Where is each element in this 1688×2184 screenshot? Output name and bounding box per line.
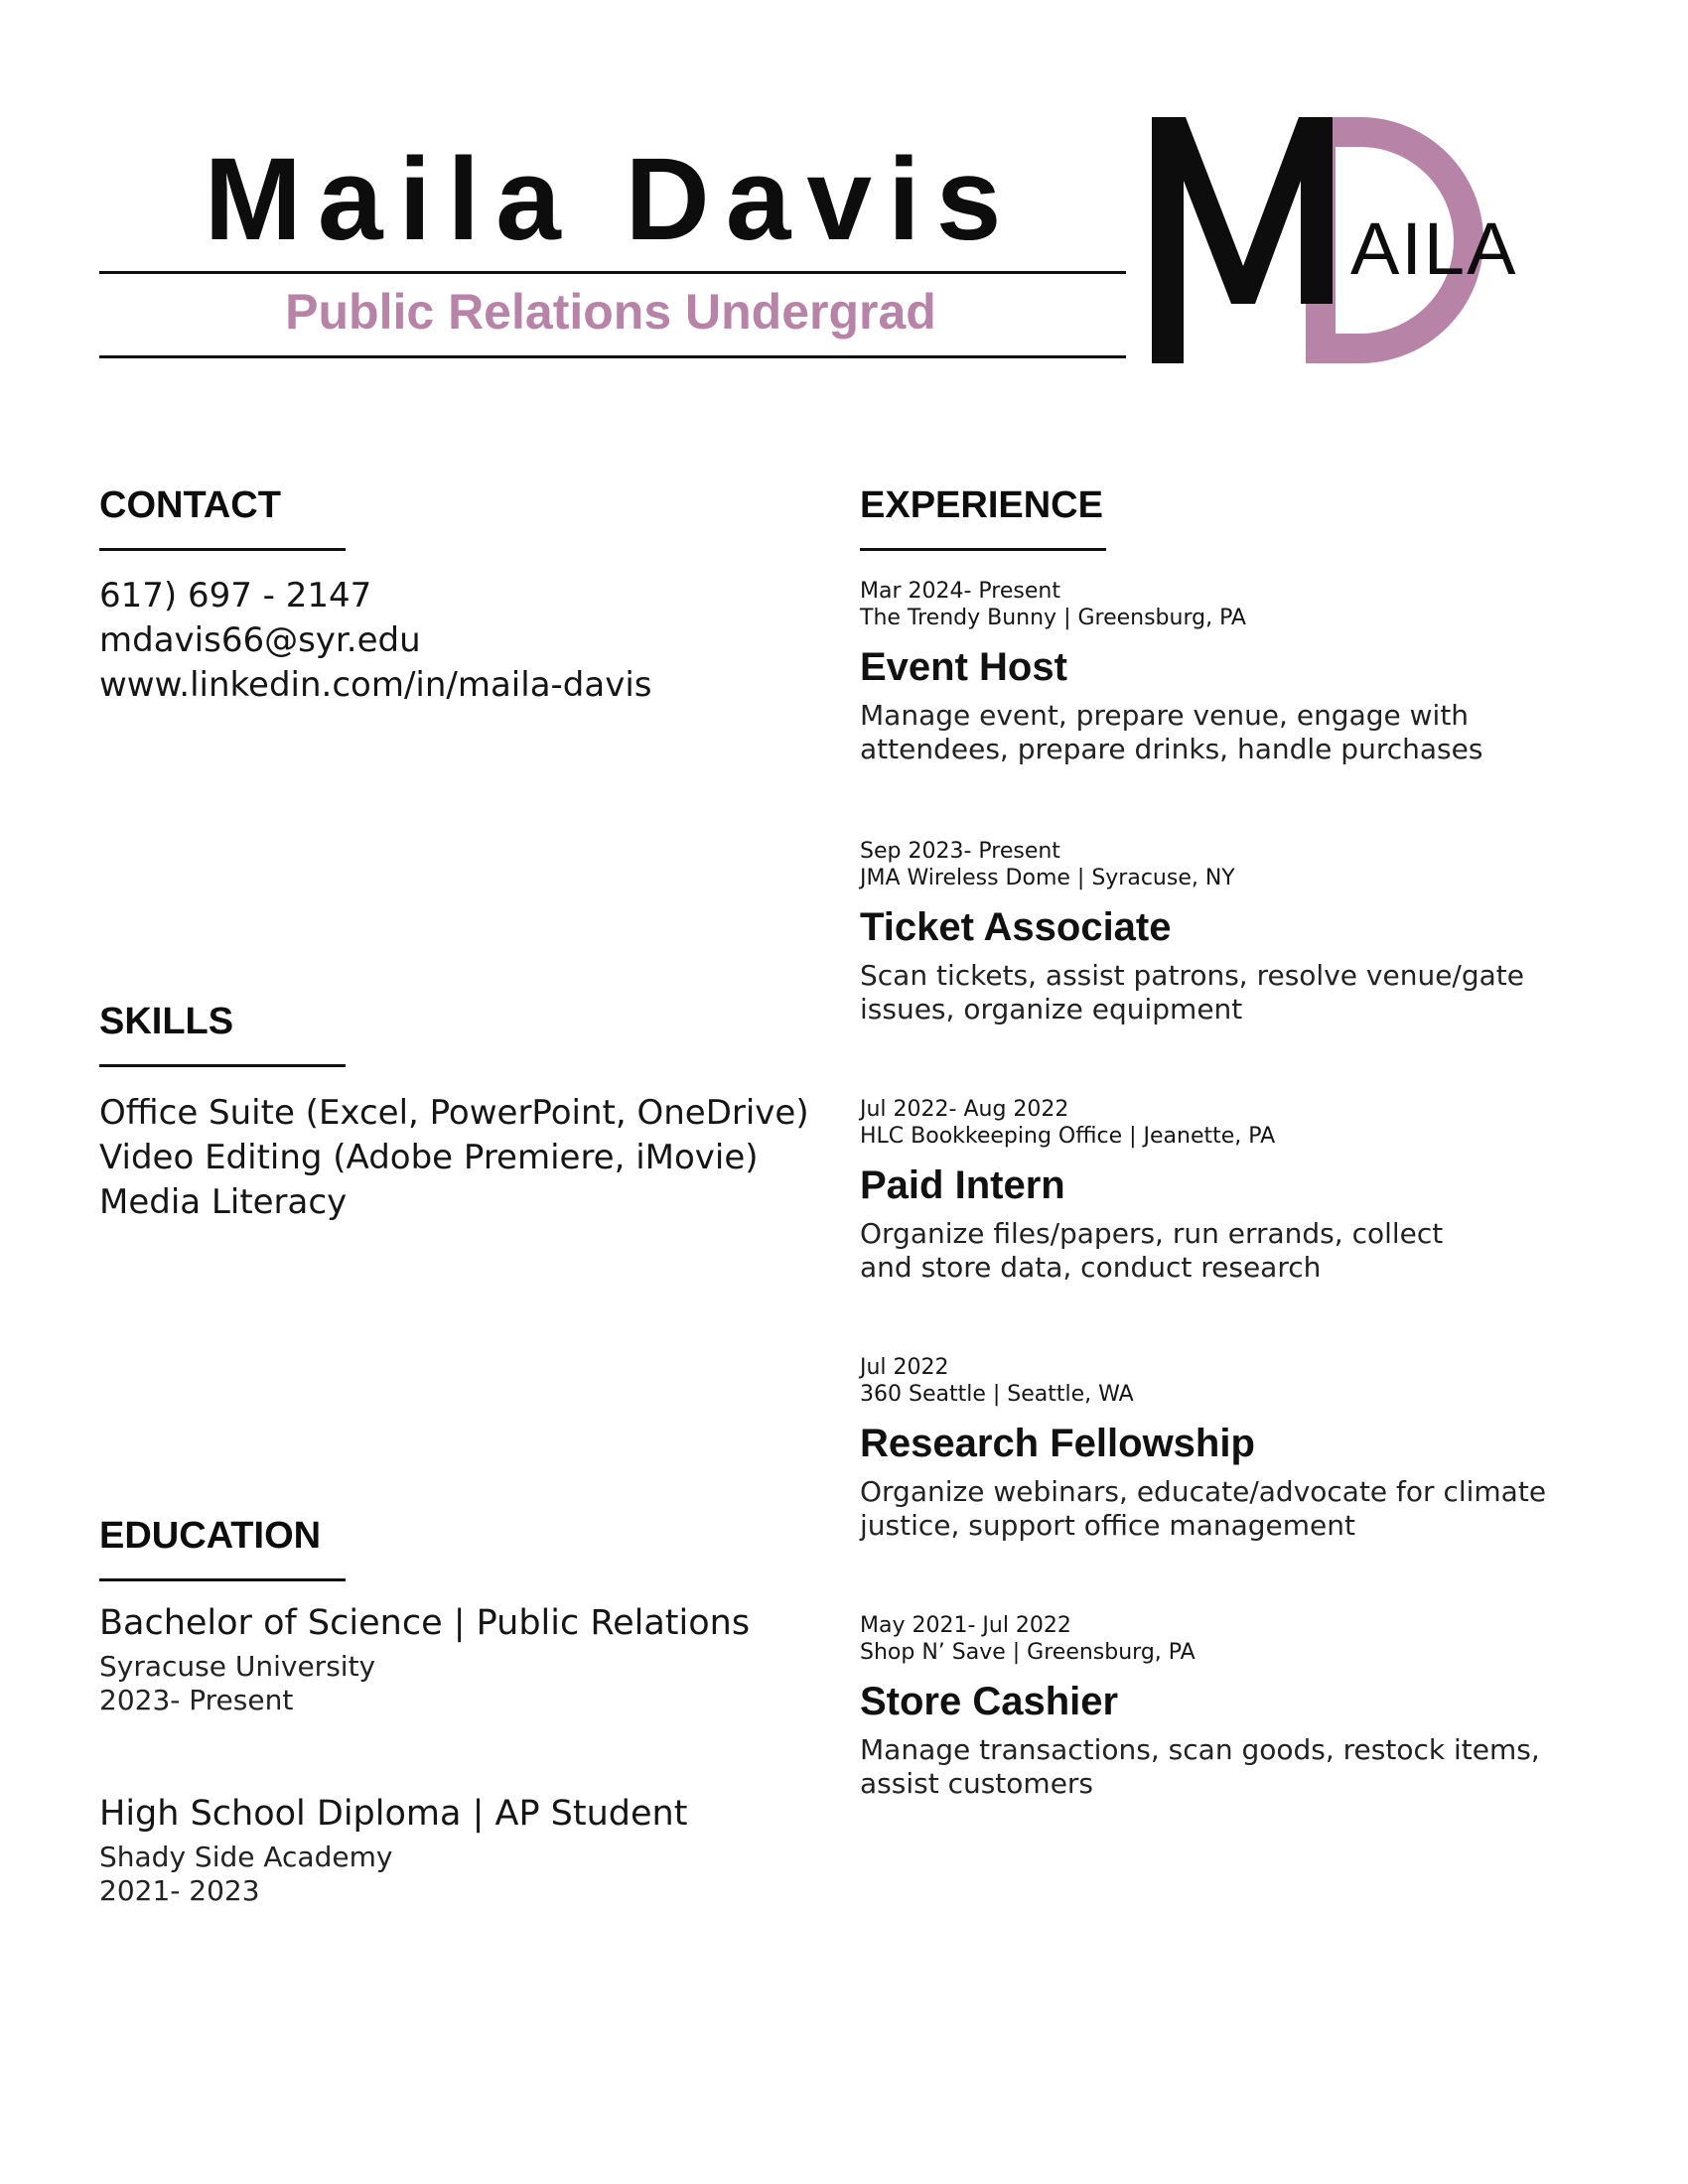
job-description (860, 699, 1595, 766)
education-entry (99, 1602, 750, 1717)
education-school: Shady Side Academy (99, 1841, 393, 1873)
contact-email[interactable]: mdavis66@syr.edu (99, 620, 421, 660)
skill-item: Video Editing (Adobe Premiere, iMovie) (99, 1138, 759, 1177)
experience-entry (860, 1354, 1595, 1543)
candidate-name: Maila Davis (204, 134, 1018, 265)
skills-list (99, 1091, 809, 1225)
candidate-subtitle: Public Relations Undergrad (285, 284, 936, 340)
job-dates: Jul 2022 (860, 1355, 949, 1380)
job-description-line: Organize webinars, educate/advocate for climate (860, 1475, 1547, 1508)
job-place: The Trendy Bunny | Greensburg, PA (860, 606, 1246, 630)
job-description (860, 959, 1595, 1026)
job-title: Event Host (860, 645, 1067, 689)
md-monogram-logo (1152, 117, 1589, 363)
header-bottom-rule (99, 355, 1126, 358)
contact-list (99, 574, 652, 708)
education-years: 2023- Present (99, 1684, 294, 1716)
job-title: Store Cashier (860, 1680, 1119, 1723)
job-dates: Mar 2024- Present (860, 579, 1060, 604)
header-top-rule (99, 271, 1126, 274)
experience-entry (860, 1612, 1595, 1801)
job-dates: May 2021- Jul 2022 (860, 1613, 1071, 1638)
monogram-m-shape (1152, 117, 1333, 363)
job-description (860, 1733, 1595, 1801)
job-place: Shop N’ Save | Greensburg, PA (860, 1640, 1196, 1665)
experience-heading-rule (860, 548, 1106, 551)
job-place: HLC Bookkeeping Office | Jeanette, PA (860, 1124, 1276, 1149)
job-description-line: attendees, prepare drinks, handle purchases (860, 733, 1483, 765)
job-description-line: justice, support office management (860, 1509, 1355, 1542)
education-degree: High School Diploma | AP Student (99, 1794, 688, 1834)
job-description (860, 1475, 1595, 1543)
job-title: Research Fellowship (860, 1422, 1255, 1465)
experience-entry (860, 578, 1595, 766)
monogram-word: AILA (1350, 207, 1518, 290)
education-years: 2021- 2023 (99, 1874, 260, 1907)
contact-heading: CONTACT (99, 484, 281, 526)
job-dates: Jul 2022- Aug 2022 (860, 1097, 1069, 1122)
contact-heading-rule (99, 548, 346, 551)
contact-phone: 617) 697 - 2147 (99, 576, 372, 615)
job-description-line: assist customers (860, 1767, 1094, 1800)
skill-item: Office Suite (Excel, PowerPoint, OneDrive) (99, 1093, 809, 1133)
education-degree: Bachelor of Science | Public Relations (99, 1603, 751, 1643)
education-heading: EDUCATION (99, 1515, 322, 1557)
education-entry (99, 1793, 687, 1908)
job-title: Paid Intern (860, 1163, 1065, 1207)
skill-item: Media Literacy (99, 1182, 348, 1222)
education-school: Syracuse University (99, 1650, 376, 1683)
experience-heading: EXPERIENCE (860, 484, 1103, 526)
job-description-line: Manage event, prepare venue, engage with (860, 699, 1470, 732)
job-description-line: Organize files/papers, run errands, collect (860, 1217, 1444, 1250)
job-place: JMA Wireless Dome | Syracuse, NY (860, 866, 1235, 890)
job-title: Ticket Associate (860, 905, 1172, 949)
experience-entry (860, 1096, 1595, 1285)
education-heading-rule (99, 1578, 346, 1581)
experience-entry (860, 838, 1595, 1026)
skills-heading-rule (99, 1064, 346, 1067)
job-description-line: and store data, conduct research (860, 1251, 1322, 1284)
skills-heading: SKILLS (99, 1001, 234, 1042)
job-description-line: issues, organize equipment (860, 993, 1243, 1025)
job-description (860, 1217, 1595, 1285)
job-place: 360 Seattle | Seattle, WA (860, 1382, 1134, 1407)
job-description-line: Manage transactions, scan goods, restock items, (860, 1733, 1540, 1766)
job-description-line: Scan tickets, assist patrons, resolve venue/gate (860, 959, 1524, 992)
job-dates: Sep 2023- Present (860, 839, 1060, 864)
contact-linkedin[interactable]: www.linkedin.com/in/maila-davis (99, 665, 652, 705)
